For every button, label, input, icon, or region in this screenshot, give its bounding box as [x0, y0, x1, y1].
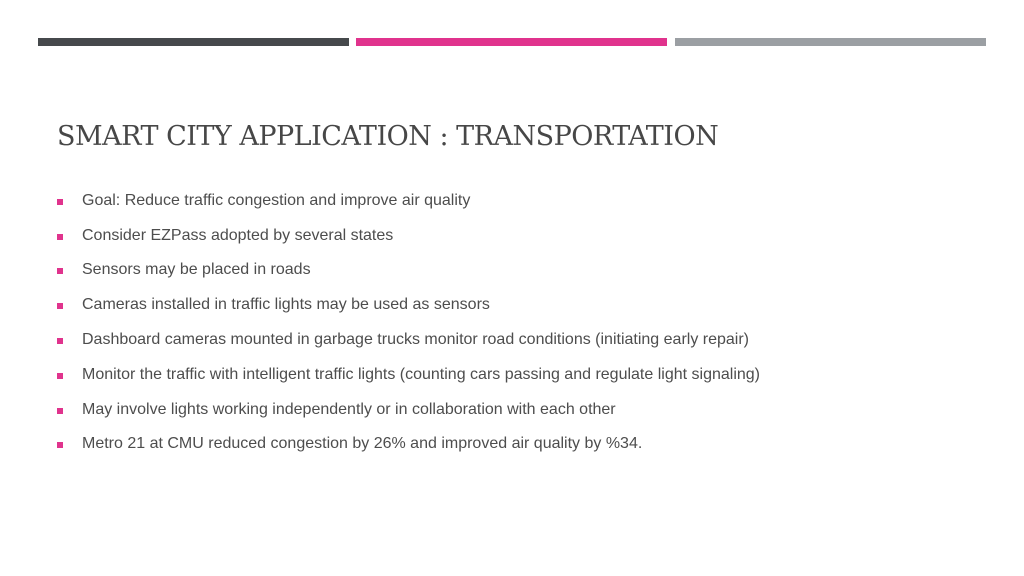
bullet-item: [57, 360, 997, 395]
bullet-item: [57, 221, 997, 256]
bullet-item: [57, 325, 997, 360]
bullet-square-icon: [57, 408, 63, 414]
bullet-square-icon: [57, 442, 63, 448]
bullet-square-icon: [57, 338, 63, 344]
bullet-text: Dashboard cameras mounted in garbage trucks monitor road conditions (initiating early repair): [82, 331, 749, 349]
header-bar-dark: [38, 38, 349, 46]
bullet-square-icon: [57, 234, 63, 240]
bullet-text: Sensors may be placed in roads: [82, 261, 311, 279]
bullet-item: [57, 186, 997, 221]
bullet-text: Cameras installed in traffic lights may be used as sensors: [82, 296, 490, 314]
bullet-text: Goal: Reduce traffic congestion and improve air quality: [82, 191, 471, 209]
header-bar-pink: [356, 38, 667, 46]
bullet-text: Monitor the traffic with intelligent traffic lights (counting cars passing and regulate light signaling): [82, 365, 760, 383]
bullet-square-icon: [57, 268, 63, 274]
bullet-square-icon: [57, 303, 63, 309]
bullet-item: [57, 256, 997, 291]
bullet-text: Metro 21 at CMU reduced congestion by 26% and improved air quality by %34.: [82, 435, 643, 453]
bullet-list: [57, 186, 997, 464]
bullet-item: [57, 395, 997, 430]
slide-title: SMART CITY APPLICATION : TRANSPORTATION: [57, 121, 719, 152]
header-bar-gray: [675, 38, 986, 46]
bullet-item: [57, 430, 997, 465]
bullet-square-icon: [57, 373, 63, 379]
bullet-text: Consider EZPass adopted by several states: [82, 226, 394, 244]
bullet-item: [57, 290, 997, 325]
bullet-text: May involve lights working independently or in collaboration with each other: [82, 400, 616, 418]
bullet-square-icon: [57, 199, 63, 205]
